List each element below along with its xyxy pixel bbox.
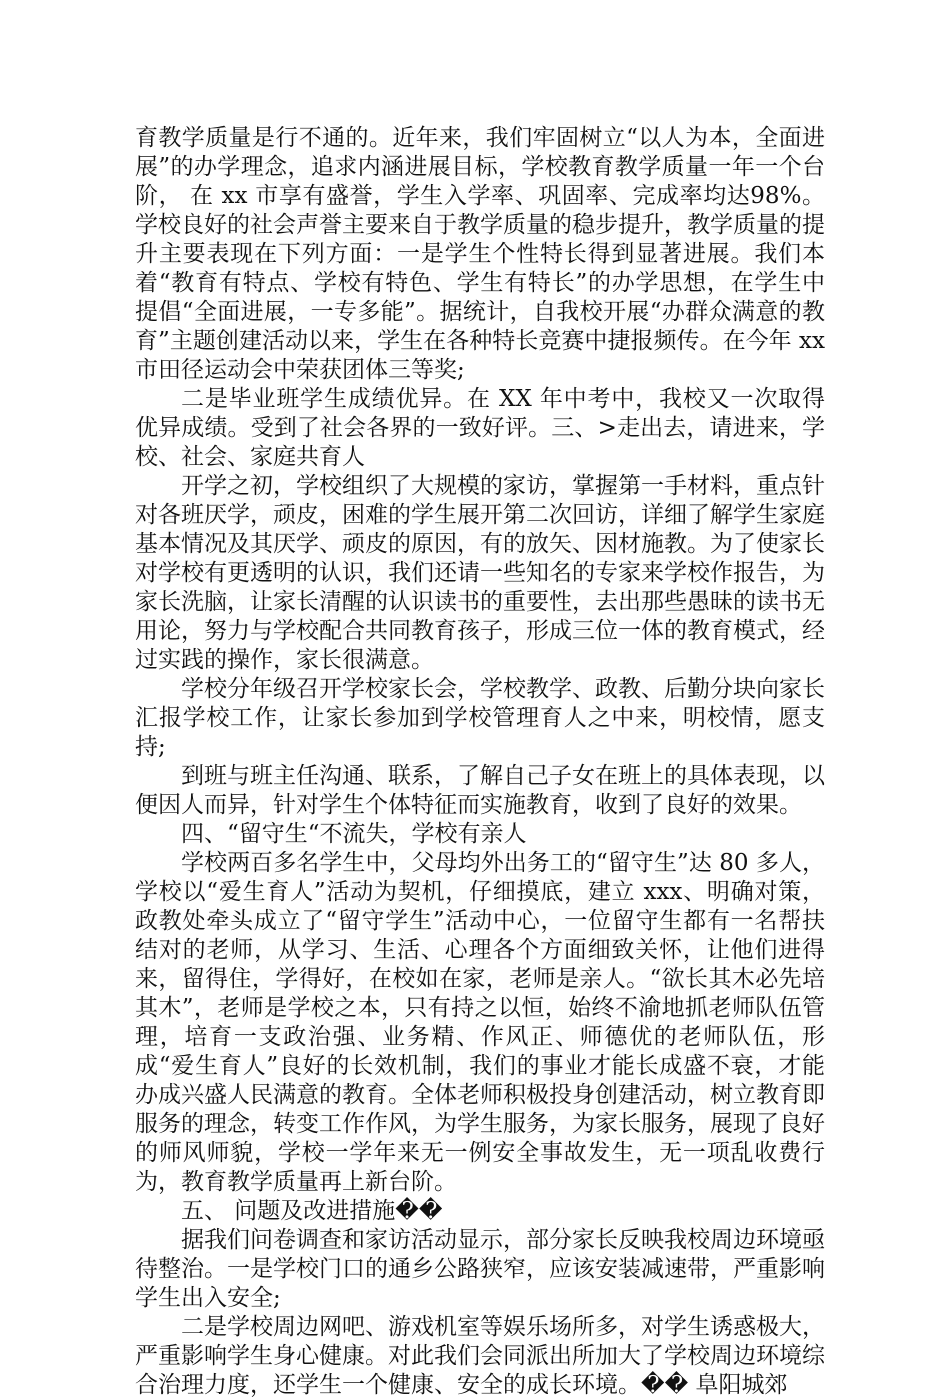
paragraph-1: 育教学质量是行不通的。近年来，我们牢固树立“以人为本，全面进展”的办学理念，追求内涵进展目标，学校教育教学质量一年一个台阶， 在 xx 市享有盛誉，学生入学率、巩固率、完成率均达98%。学校良好的社会声誉主要来自于教学质量的稳步提升，教学质量的提升主要表现在下列方面：一是学生个性特长得到显著进展。我们本着“教育有特点、学校有特色、学生有特长”的办学思想，在学生中提倡“全面进展，一专多能”。据统计，自我校开展“办群众满意的教育”主题创建活动以来，学生在各种特长竞赛中捷报频传。在今年 xx 市田径运动会中荣获团体三等奖;	[135, 125, 825, 383]
paragraph-9: 据我们问卷调查和家访活动显示，部分家长反映我校周边环境亟待整治。一是学校门口的通乡公路狭窄，应该安装减速带，严重影响学生出入安全;	[135, 1227, 825, 1311]
paragraph-4: 学校分年级召开学校家长会，学校教学、政教、后勤分块向家长汇报学校工作，让家长参加到学校管理育人之中来，明校情，愿支持;	[135, 676, 825, 760]
paragraph-5: 到班与班主任沟通、联系，了解自己子女在班上的具体表现，以便因人而异，针对学生个体特征而实施教育，收到了良好的效果。	[135, 763, 825, 818]
section-heading-5: 五、 问题及改进措施��	[181, 1198, 443, 1224]
paragraph-10: 二是学校周边网吧、游戏机室等娱乐场所多，对学生诱惑极大，严重影响学生身心健康。对此我们会同派出所加大了学校周边环境综合治理力度，还学生一个健康、安全的成长环境。�� 阜阳城郊	[135, 1314, 825, 1398]
paragraph-7: 学校两百多名学生中，父母均外出务工的“留守生”达 80 多人，学校以“爱生育人”活动为契机，仔细摸底，建立 xxx、明确对策，政教处牵头成立了“留守学生”活动中心，一位留守生都有一名帮扶结对的老师，从学习、生活、心理各个方面细致关怀，让他们进得来，留得住，学得好，在校如在家，老师是亲人。“欲长其木必先培其木”，老师是学校之本，只有持之以恒，始终不渝地抓老师队伍管理，培育一支政治强、业务精、作风正、师德优的老师队伍，形成“爱生育人”良好的长效机制，我们的事业才能长成盛不衰，才能办成兴盛人民满意的教育。全体老师积极投身创建活动，树立教育即服务的理念，转变工作作风，为学生服务，为家长服务，展现了良好的师风师貌，学校一学年来无一例安全事故发生，无一项乱收费行为，教育教学质量再上新台阶。	[135, 850, 825, 1195]
document-body	[135, 124, 825, 1400]
section-heading-4: 四、“留守生“不流失，学校有亲人	[181, 821, 527, 847]
paragraph-3: 开学之初，学校组织了大规模的家访，掌握第一手材料，重点针对各班厌学，顽皮，困难的学生展开第二次回访，详细了解学生家庭基本情况及其厌学、顽皮的原因，有的放矢、因材施教。为了使家长对学校有更透明的认识，我们还请一些知名的专家来学校作报告，为家长洗脑，让家长清醒的认识读书的重要性，去出那些愚昧的读书无用论，努力与学校配合共同教育孩子，形成三位一体的教育模式，经过实践的操作，家长很满意。	[135, 473, 825, 673]
paragraph-2: 二是毕业班学生成绩优异。在 XX 年中考中，我校又一次取得优异成绩。受到了社会各界的一致好评。三、>走出去，请进来，学校、社会、家庭共育人	[135, 386, 825, 470]
